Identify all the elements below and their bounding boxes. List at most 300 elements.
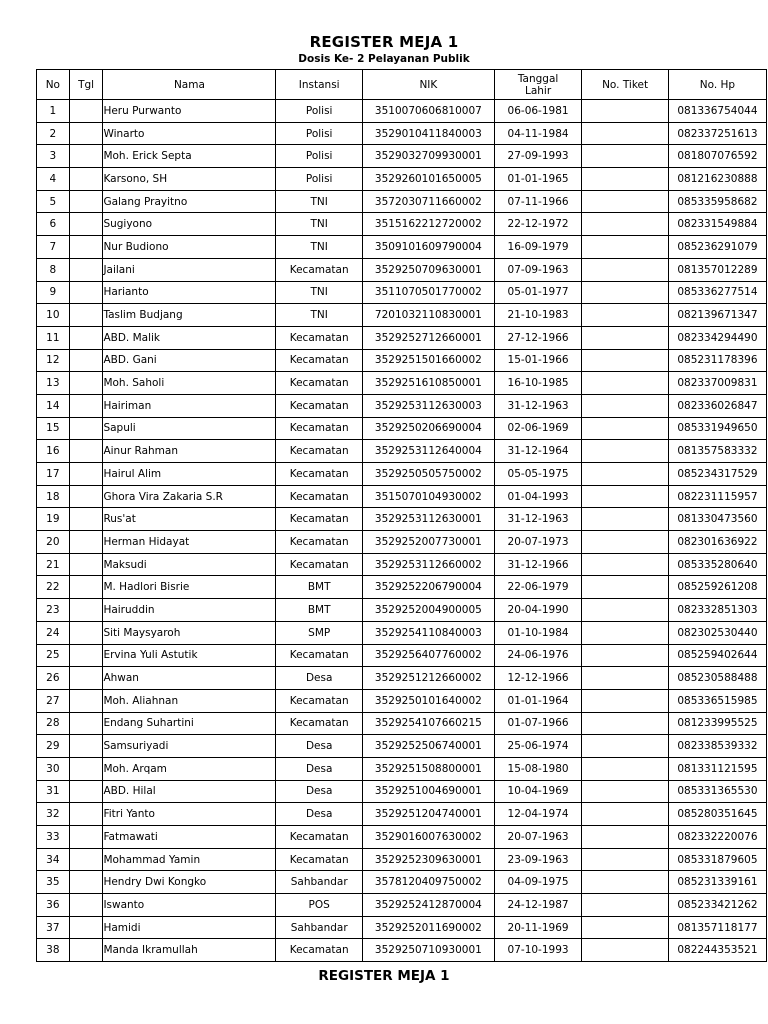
cell-no-hp: 081330473560: [668, 508, 766, 531]
cell-no-hp: 082336026847: [668, 394, 766, 417]
cell-nik: 3529250206690004: [362, 417, 494, 440]
cell-nama: Karsono, SH: [103, 168, 276, 191]
cell-nik: 3529251508800001: [362, 757, 494, 780]
cell-no-hp: 085331365530: [668, 780, 766, 803]
cell-instansi: Desa: [276, 803, 363, 826]
cell-nama: Taslim Budjang: [103, 304, 276, 327]
cell-tgl: [69, 826, 103, 849]
cell-instansi: Desa: [276, 735, 363, 758]
table-row: [37, 735, 767, 758]
cell-no: 1: [37, 100, 70, 123]
cell-nik: 3529253112640004: [362, 440, 494, 463]
cell-nik: 3529251501660002: [362, 349, 494, 372]
cell-no-hp: 082332220076: [668, 826, 766, 849]
cell-tgl: [69, 417, 103, 440]
cell-nik: 3529251610850001: [362, 372, 494, 395]
cell-no-hp: 085230588488: [668, 667, 766, 690]
cell-no: 7: [37, 236, 70, 259]
cell-tanggal-lahir: 20-07-1973: [494, 531, 582, 554]
column-header-tanggal-lahir-line1: Tanggal: [517, 72, 559, 85]
cell-no-tiket: [582, 916, 669, 939]
cell-tanggal-lahir: 20-04-1990: [494, 599, 582, 622]
cell-nik: 3529252004900005: [362, 599, 494, 622]
cell-no-tiket: [582, 508, 669, 531]
table-row: [37, 848, 767, 871]
cell-no-hp: 082332851303: [668, 599, 766, 622]
cell-nama: Fatmawati: [103, 826, 276, 849]
cell-no: 36: [37, 894, 70, 917]
cell-tgl: [69, 394, 103, 417]
table-row: [37, 349, 767, 372]
cell-tgl: [69, 712, 103, 735]
cell-no: 14: [37, 394, 70, 417]
cell-instansi: Kecamatan: [276, 553, 363, 576]
cell-tanggal-lahir: 07-11-1966: [494, 190, 582, 213]
cell-instansi: Kecamatan: [276, 485, 363, 508]
cell-no-hp: 085259402644: [668, 644, 766, 667]
cell-nik: 3511070501770002: [362, 281, 494, 304]
cell-no-tiket: [582, 326, 669, 349]
cell-tgl: [69, 236, 103, 259]
table-row: [37, 553, 767, 576]
cell-tanggal-lahir: 01-04-1993: [494, 485, 582, 508]
cell-nama: Hairuddin: [103, 599, 276, 622]
cell-nik: 3529252309630001: [362, 848, 494, 871]
cell-tanggal-lahir: 12-12-1966: [494, 667, 582, 690]
cell-no: 20: [37, 531, 70, 554]
cell-no: 12: [37, 349, 70, 372]
cell-no-hp: 081357118177: [668, 916, 766, 939]
cell-tgl: [69, 508, 103, 531]
cell-nik: 3529251212660002: [362, 667, 494, 690]
cell-instansi: Kecamatan: [276, 939, 363, 962]
cell-tgl: [69, 122, 103, 145]
cell-nik: 3529252712660001: [362, 326, 494, 349]
cell-nik: 3529252506740001: [362, 735, 494, 758]
cell-no-hp: 085233421262: [668, 894, 766, 917]
cell-no-hp: 082334294490: [668, 326, 766, 349]
cell-no-tiket: [582, 667, 669, 690]
cell-tanggal-lahir: 22-06-1979: [494, 576, 582, 599]
cell-nik: 3529253112630001: [362, 508, 494, 531]
cell-no: 25: [37, 644, 70, 667]
header-row: [37, 70, 767, 100]
cell-no: 28: [37, 712, 70, 735]
cell-no-hp: 082337009831: [668, 372, 766, 395]
cell-no-hp: 085231339161: [668, 871, 766, 894]
cell-instansi: BMT: [276, 599, 363, 622]
cell-nama: Hairiman: [103, 394, 276, 417]
cell-nama: Galang Prayitno: [103, 190, 276, 213]
cell-no-tiket: [582, 281, 669, 304]
cell-no-hp: 081216230888: [668, 168, 766, 191]
cell-no-tiket: [582, 871, 669, 894]
cell-no-tiket: [582, 349, 669, 372]
cell-no: 27: [37, 689, 70, 712]
cell-tanggal-lahir: 01-01-1964: [494, 689, 582, 712]
cell-no: 31: [37, 780, 70, 803]
cell-no-hp: 085335280640: [668, 553, 766, 576]
table-row: [37, 757, 767, 780]
cell-tgl: [69, 258, 103, 281]
cell-nama: Harianto: [103, 281, 276, 304]
cell-no-tiket: [582, 213, 669, 236]
cell-tanggal-lahir: 31-12-1964: [494, 440, 582, 463]
cell-nik: 3529250709630001: [362, 258, 494, 281]
cell-tgl: [69, 916, 103, 939]
cell-tgl: [69, 531, 103, 554]
cell-tanggal-lahir: 31-12-1963: [494, 394, 582, 417]
cell-instansi: Polisi: [276, 145, 363, 168]
cell-no-tiket: [582, 168, 669, 191]
cell-nik: 3509101609790004: [362, 236, 494, 259]
cell-nama: ABD. Hilal: [103, 780, 276, 803]
cell-tanggal-lahir: 07-10-1993: [494, 939, 582, 962]
cell-nama: Moh. Aliahnan: [103, 689, 276, 712]
cell-nik: 3515070104930002: [362, 485, 494, 508]
cell-no: 9: [37, 281, 70, 304]
cell-tanggal-lahir: 24-06-1976: [494, 644, 582, 667]
cell-nama: Nur Budiono: [103, 236, 276, 259]
cell-tgl: [69, 871, 103, 894]
cell-tgl: [69, 735, 103, 758]
cell-nama: Maksudi: [103, 553, 276, 576]
cell-instansi: SMP: [276, 621, 363, 644]
table-row: [37, 326, 767, 349]
cell-nama: Fitri Yanto: [103, 803, 276, 826]
cell-tanggal-lahir: 20-11-1969: [494, 916, 582, 939]
cell-no-hp: 082244353521: [668, 939, 766, 962]
cell-no-tiket: [582, 145, 669, 168]
cell-tgl: [69, 145, 103, 168]
cell-no-tiket: [582, 735, 669, 758]
cell-no-hp: 081233995525: [668, 712, 766, 735]
cell-nama: Moh. Saholi: [103, 372, 276, 395]
cell-instansi: Desa: [276, 780, 363, 803]
cell-nik: 3529260101650005: [362, 168, 494, 191]
cell-no-hp: 081331121595: [668, 757, 766, 780]
cell-instansi: Polisi: [276, 122, 363, 145]
cell-nik: 3529252011690002: [362, 916, 494, 939]
cell-no-hp: 082302530440: [668, 621, 766, 644]
cell-nama: Ghora Vira Zakaria S.R: [103, 485, 276, 508]
cell-no-tiket: [582, 485, 669, 508]
cell-nik: 3529254107660215: [362, 712, 494, 735]
cell-no-tiket: [582, 848, 669, 871]
cell-instansi: Kecamatan: [276, 508, 363, 531]
cell-nama: Ainur Rahman: [103, 440, 276, 463]
table-row: [37, 304, 767, 327]
cell-nik: 3529016007630002: [362, 826, 494, 849]
cell-tanggal-lahir: 02-06-1969: [494, 417, 582, 440]
cell-nama: Ahwan: [103, 667, 276, 690]
cell-no-hp: 085231178396: [668, 349, 766, 372]
column-header-no: No: [37, 70, 70, 100]
cell-tgl: [69, 100, 103, 123]
cell-nik: 3529251204740001: [362, 803, 494, 826]
table-row: [37, 213, 767, 236]
cell-tgl: [69, 281, 103, 304]
cell-nama: Iswanto: [103, 894, 276, 917]
cell-instansi: Polisi: [276, 168, 363, 191]
cell-no-tiket: [582, 122, 669, 145]
cell-no: 3: [37, 145, 70, 168]
cell-tgl: [69, 689, 103, 712]
cell-nik: 3529256407760002: [362, 644, 494, 667]
cell-nik: 3510070606810007: [362, 100, 494, 123]
table-row: [37, 916, 767, 939]
cell-no-tiket: [582, 757, 669, 780]
cell-no-hp: 085259261208: [668, 576, 766, 599]
cell-no: 4: [37, 168, 70, 191]
cell-instansi: Kecamatan: [276, 531, 363, 554]
cell-tgl: [69, 372, 103, 395]
cell-nama: M. Hadlori Bisrie: [103, 576, 276, 599]
cell-tanggal-lahir: 20-07-1963: [494, 826, 582, 849]
cell-instansi: Kecamatan: [276, 326, 363, 349]
cell-tanggal-lahir: 22-12-1972: [494, 213, 582, 236]
cell-no: 5: [37, 190, 70, 213]
cell-nama: Jailani: [103, 258, 276, 281]
cell-nik: 3529250710930001: [362, 939, 494, 962]
cell-nama: Hamidi: [103, 916, 276, 939]
cell-no: 22: [37, 576, 70, 599]
cell-no-tiket: [582, 576, 669, 599]
cell-tgl: [69, 485, 103, 508]
cell-no: 2: [37, 122, 70, 145]
cell-tgl: [69, 213, 103, 236]
cell-tanggal-lahir: 05-05-1975: [494, 463, 582, 486]
cell-no-tiket: [582, 712, 669, 735]
cell-no: 35: [37, 871, 70, 894]
cell-tanggal-lahir: 16-10-1985: [494, 372, 582, 395]
cell-no-tiket: [582, 644, 669, 667]
cell-tanggal-lahir: 12-04-1974: [494, 803, 582, 826]
cell-no-hp: 082337251613: [668, 122, 766, 145]
cell-instansi: Kecamatan: [276, 463, 363, 486]
table-row: [37, 621, 767, 644]
cell-no-tiket: [582, 531, 669, 554]
cell-instansi: Sahbandar: [276, 916, 363, 939]
cell-no-tiket: [582, 621, 669, 644]
cell-tanggal-lahir: 07-09-1963: [494, 258, 582, 281]
cell-nama: Sugiyono: [103, 213, 276, 236]
column-header-no-tiket: No. Tiket: [582, 70, 669, 100]
cell-tgl: [69, 304, 103, 327]
cell-nik: 3529254110840003: [362, 621, 494, 644]
cell-no-tiket: [582, 463, 669, 486]
cell-tgl: [69, 576, 103, 599]
register-table: [36, 69, 767, 962]
cell-nik: 3529252412870004: [362, 894, 494, 917]
cell-no: 17: [37, 463, 70, 486]
cell-tanggal-lahir: 31-12-1963: [494, 508, 582, 531]
cell-tanggal-lahir: 15-01-1966: [494, 349, 582, 372]
table-row: [37, 440, 767, 463]
cell-no: 18: [37, 485, 70, 508]
column-header-nama: Nama: [103, 70, 276, 100]
cell-instansi: TNI: [276, 236, 363, 259]
page-title: REGISTER MEJA 1: [309, 33, 459, 51]
cell-no: 10: [37, 304, 70, 327]
table-row: [37, 122, 767, 145]
table-row: [37, 100, 767, 123]
cell-instansi: Kecamatan: [276, 349, 363, 372]
cell-nama: Hairul Alim: [103, 463, 276, 486]
cell-tgl: [69, 553, 103, 576]
cell-tgl: [69, 599, 103, 622]
cell-instansi: Kecamatan: [276, 826, 363, 849]
cell-instansi: Kecamatan: [276, 394, 363, 417]
cell-no-tiket: [582, 826, 669, 849]
column-header-no-hp: No. Hp: [668, 70, 766, 100]
cell-nik: 3529250505750002: [362, 463, 494, 486]
table-row: [37, 667, 767, 690]
table-row: [37, 689, 767, 712]
table-row: [37, 168, 767, 191]
cell-nama: ABD. Gani: [103, 349, 276, 372]
table-row: [37, 417, 767, 440]
cell-tanggal-lahir: 05-01-1977: [494, 281, 582, 304]
cell-instansi: TNI: [276, 213, 363, 236]
table-body: [37, 100, 767, 962]
cell-nik: 3529253112630003: [362, 394, 494, 417]
column-header-instansi: Instansi: [276, 70, 363, 100]
table-row: [37, 281, 767, 304]
cell-no-hp: 081357583332: [668, 440, 766, 463]
cell-tanggal-lahir: 16-09-1979: [494, 236, 582, 259]
cell-nik: 3578120409750002: [362, 871, 494, 894]
cell-instansi: Kecamatan: [276, 417, 363, 440]
cell-instansi: Kecamatan: [276, 712, 363, 735]
cell-no: 24: [37, 621, 70, 644]
table-row: [37, 576, 767, 599]
cell-tanggal-lahir: 27-09-1993: [494, 145, 582, 168]
cell-tgl: [69, 644, 103, 667]
cell-no: 8: [37, 258, 70, 281]
footer-title: REGISTER MEJA 1: [318, 968, 450, 984]
cell-nama: Mohammad Yamin: [103, 848, 276, 871]
cell-instansi: Sahbandar: [276, 871, 363, 894]
cell-instansi: BMT: [276, 576, 363, 599]
cell-tgl: [69, 848, 103, 871]
cell-tanggal-lahir: 06-06-1981: [494, 100, 582, 123]
cell-nik: 3529250101640002: [362, 689, 494, 712]
cell-tanggal-lahir: 23-09-1963: [494, 848, 582, 871]
table-row: [37, 394, 767, 417]
cell-tanggal-lahir: 15-08-1980: [494, 757, 582, 780]
table-row: [37, 644, 767, 667]
cell-instansi: Polisi: [276, 100, 363, 123]
cell-nik: 3529252206790004: [362, 576, 494, 599]
cell-no: 23: [37, 599, 70, 622]
cell-no-tiket: [582, 417, 669, 440]
table-row: [37, 485, 767, 508]
table-row: [37, 190, 767, 213]
cell-no-hp: 082338539332: [668, 735, 766, 758]
cell-nama: Endang Suhartini: [103, 712, 276, 735]
table-row: [37, 531, 767, 554]
cell-no-hp: 085280351645: [668, 803, 766, 826]
cell-no-tiket: [582, 100, 669, 123]
cell-tgl: [69, 326, 103, 349]
cell-no-tiket: [582, 440, 669, 463]
cell-no: 30: [37, 757, 70, 780]
cell-no-tiket: [582, 190, 669, 213]
cell-no-hp: 082301636922: [668, 531, 766, 554]
cell-instansi: Kecamatan: [276, 689, 363, 712]
cell-tgl: [69, 780, 103, 803]
column-header-nik: NIK: [362, 70, 494, 100]
cell-tanggal-lahir: 24-12-1987: [494, 894, 582, 917]
cell-no: 13: [37, 372, 70, 395]
cell-no-tiket: [582, 236, 669, 259]
table-row: [37, 712, 767, 735]
table-row: [37, 145, 767, 168]
cell-nik: 3572030711660002: [362, 190, 494, 213]
cell-nik: 3529032709930001: [362, 145, 494, 168]
table-header: [37, 70, 767, 100]
cell-nama: Rus'at: [103, 508, 276, 531]
cell-no-hp: 085336277514: [668, 281, 766, 304]
cell-instansi: Kecamatan: [276, 848, 363, 871]
cell-no-hp: 085336515985: [668, 689, 766, 712]
cell-no-hp: 085335958682: [668, 190, 766, 213]
table-row: [37, 780, 767, 803]
cell-no-tiket: [582, 304, 669, 327]
cell-tgl: [69, 803, 103, 826]
cell-nama: Manda Ikramullah: [103, 939, 276, 962]
cell-tanggal-lahir: 04-09-1975: [494, 871, 582, 894]
cell-no: 33: [37, 826, 70, 849]
cell-no-hp: 081807076592: [668, 145, 766, 168]
cell-instansi: Kecamatan: [276, 644, 363, 667]
cell-no: 16: [37, 440, 70, 463]
cell-no-tiket: [582, 258, 669, 281]
cell-nama: Hendry Dwi Kongko: [103, 871, 276, 894]
cell-tanggal-lahir: 21-10-1983: [494, 304, 582, 327]
cell-no: 32: [37, 803, 70, 826]
cell-no: 11: [37, 326, 70, 349]
cell-nik: 3529010411840003: [362, 122, 494, 145]
cell-no: 6: [37, 213, 70, 236]
cell-tgl: [69, 440, 103, 463]
cell-tanggal-lahir: 01-10-1984: [494, 621, 582, 644]
cell-no-tiket: [582, 780, 669, 803]
table-row: [37, 508, 767, 531]
cell-no-hp: 085234317529: [668, 463, 766, 486]
column-header-tanggal-lahir-line2: Lahir: [524, 84, 552, 97]
cell-no-tiket: [582, 394, 669, 417]
cell-tgl: [69, 168, 103, 191]
cell-nik: 3529252007730001: [362, 531, 494, 554]
cell-instansi: Kecamatan: [276, 258, 363, 281]
cell-instansi: Kecamatan: [276, 372, 363, 395]
cell-no: 21: [37, 553, 70, 576]
cell-nama: ABD. Malik: [103, 326, 276, 349]
cell-tanggal-lahir: 31-12-1966: [494, 553, 582, 576]
cell-tanggal-lahir: 01-01-1965: [494, 168, 582, 191]
cell-nama: Siti Maysyaroh: [103, 621, 276, 644]
table-row: [37, 236, 767, 259]
column-header-tgl: Tgl: [69, 70, 103, 100]
cell-tgl: [69, 939, 103, 962]
cell-no-hp: 081336754044: [668, 100, 766, 123]
table-row: [37, 803, 767, 826]
cell-no-tiket: [582, 599, 669, 622]
page-subtitle: Dosis Ke- 2 Pelayanan Publik: [298, 53, 470, 65]
table-row: [37, 894, 767, 917]
